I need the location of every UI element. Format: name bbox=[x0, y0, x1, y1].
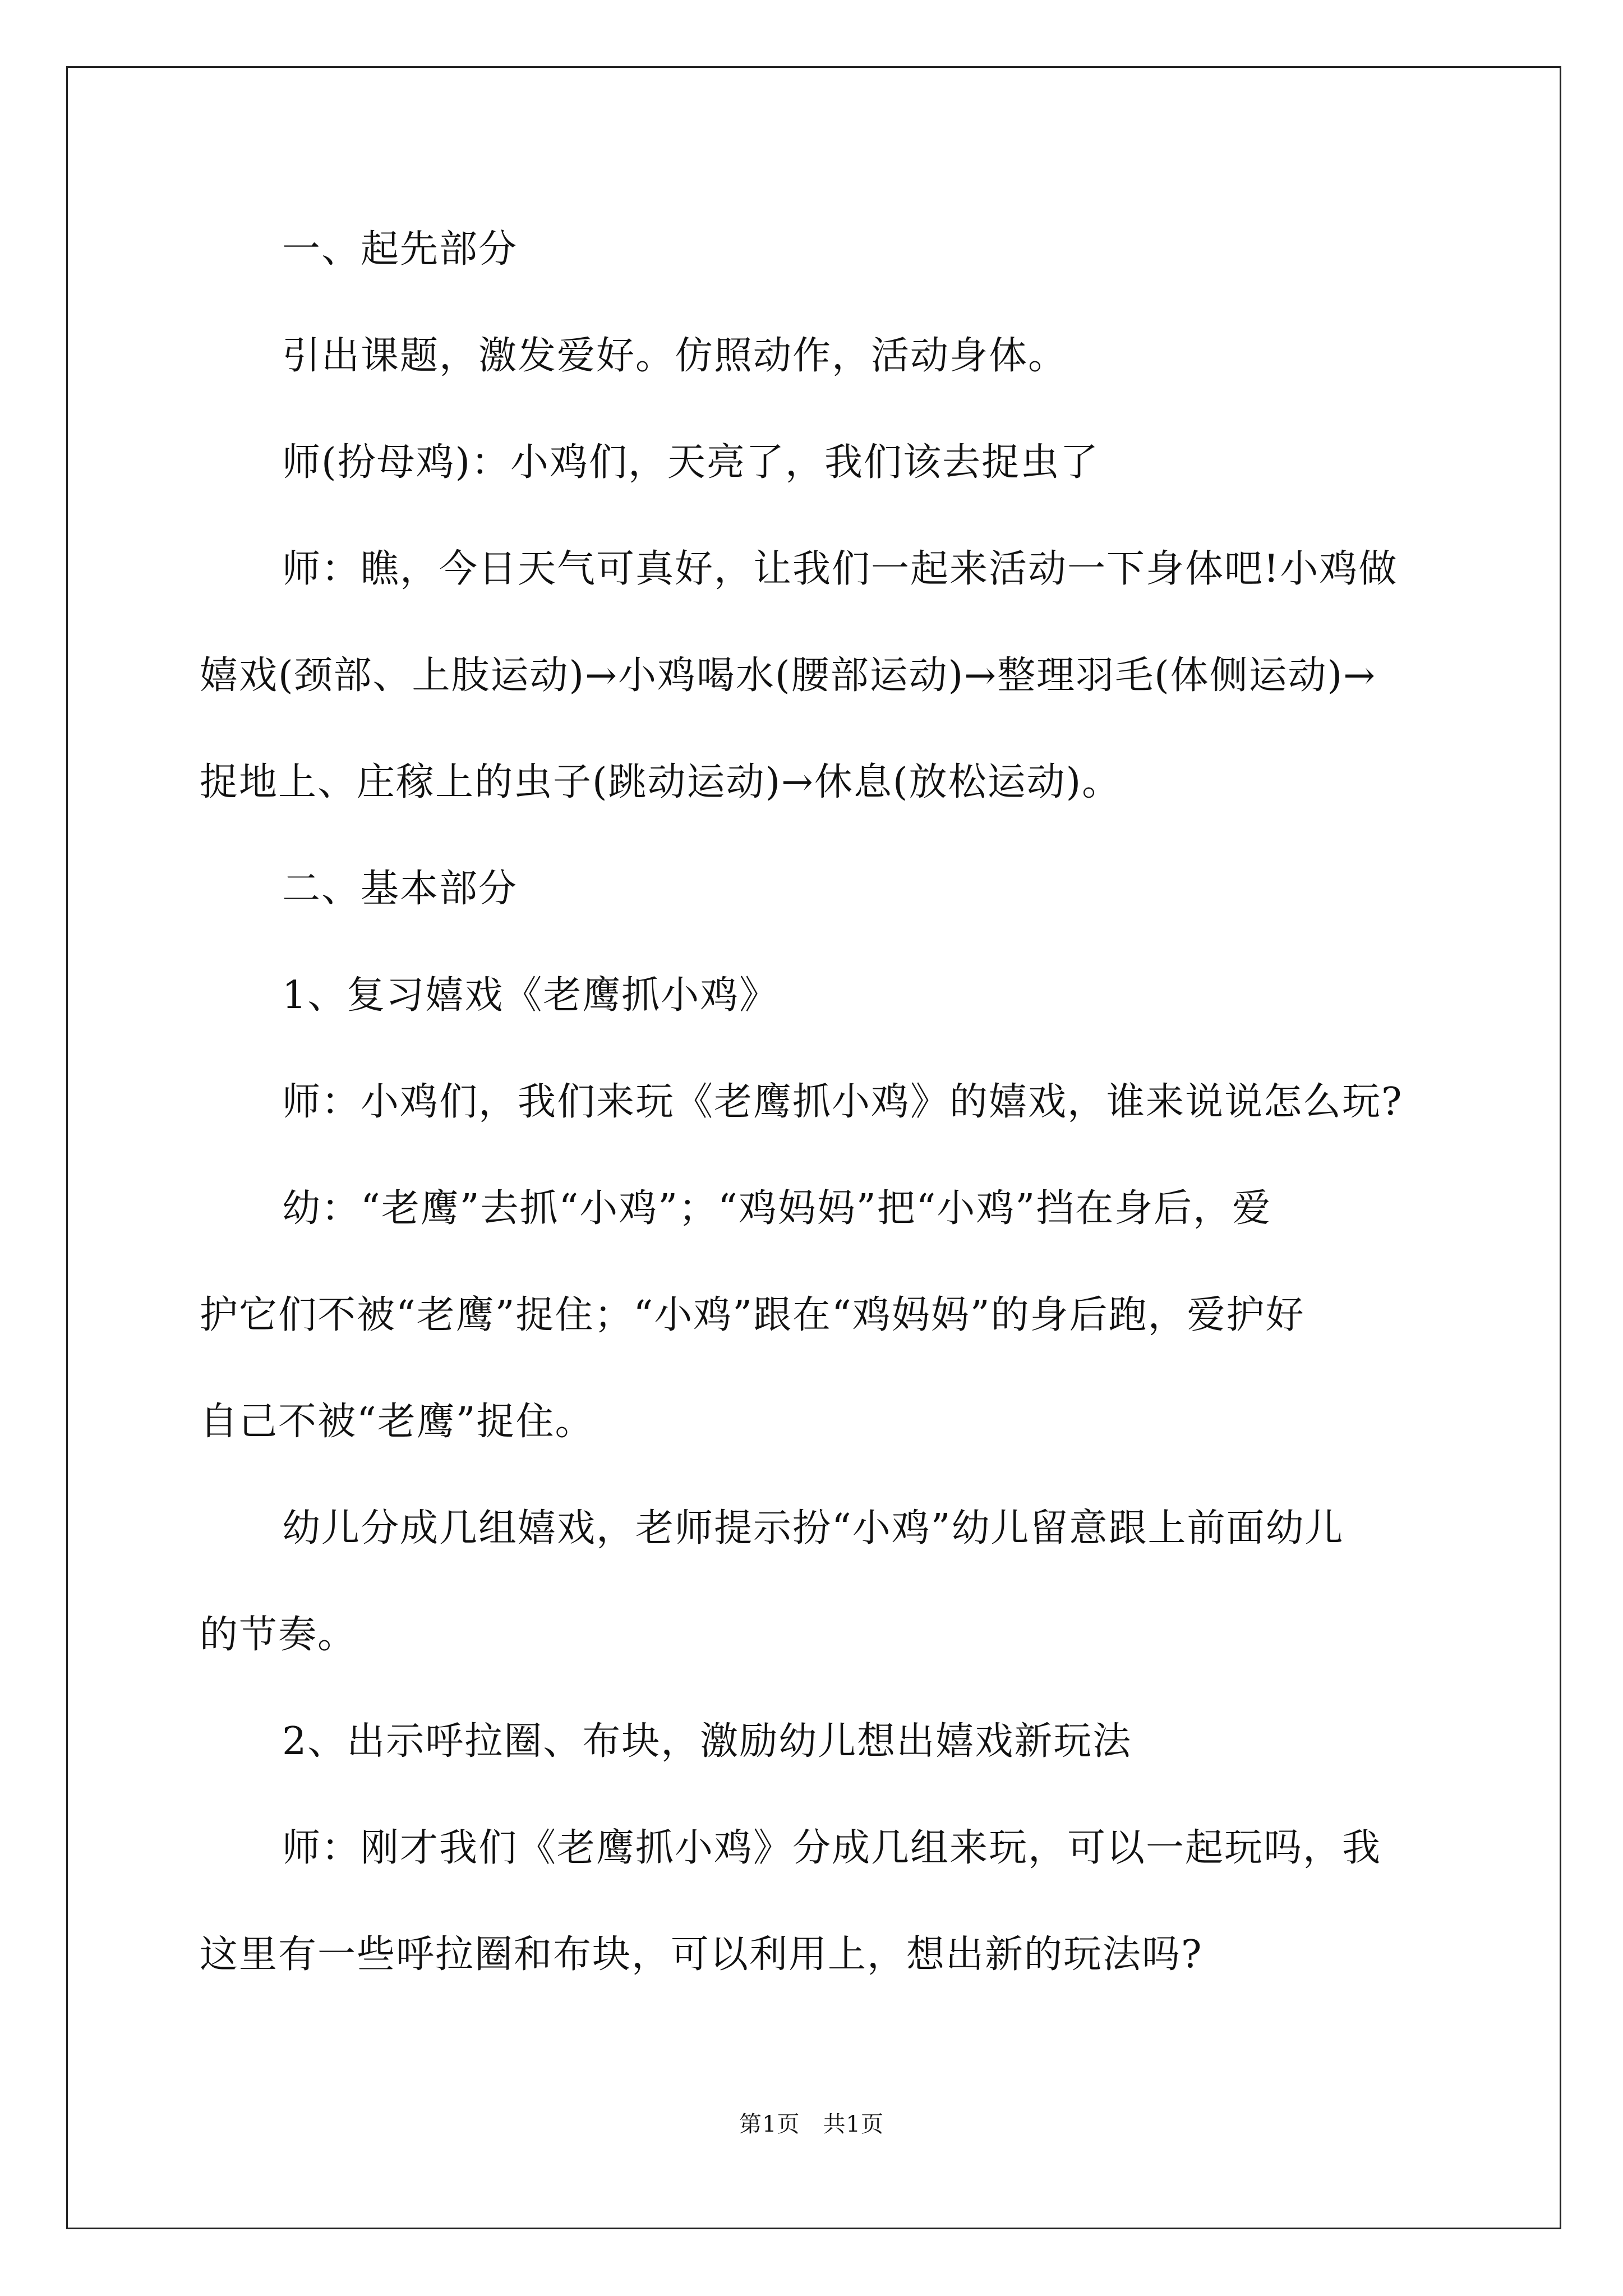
page-number-footer: 第1页 共1页 bbox=[739, 2111, 884, 2137]
section-heading-basic: 二、基本部分 bbox=[282, 867, 518, 911]
section-heading-start: 一、起先部分 bbox=[282, 227, 518, 272]
paragraph-line: 捉地上、庄稼上的虫子(跳动运动)→休息(放松运动)。 bbox=[200, 760, 1122, 804]
paragraph-line: 师：刚才我们《老鹰抓小鸡》分成几组来玩，可以一起玩吗，我 bbox=[282, 1826, 1382, 1870]
paragraph-line: 师：瞧，今日天气可真好，让我们一起来活动一下身体吧!小鸡做 bbox=[282, 547, 1398, 591]
paragraph-line: 自己不被“老鹰”捉住。 bbox=[200, 1400, 594, 1444]
paragraph-line: 幼：“老鹰”去抓“小鸡”；“鸡妈妈”把“小鸡”挡在身后，爱 bbox=[282, 1186, 1272, 1231]
paragraph-line: 的节奏。 bbox=[200, 1613, 357, 1657]
page-frame bbox=[66, 66, 1561, 2229]
subsection-heading: 1、复习嬉戏《老鹰抓小鸡》 bbox=[282, 973, 779, 1018]
paragraph-line: 嬉戏(颈部、上肢运动)→小鸡喝水(腰部运动)→整理羽毛(体侧运动)→ bbox=[200, 654, 1377, 698]
paragraph-line: 师(扮母鸡)：小鸡们，天亮了，我们该去捉虫了 bbox=[282, 440, 1100, 485]
paragraph-line: 这里有一些呼拉圈和布块，可以利用上，想出新的玩法吗? bbox=[200, 1932, 1203, 1977]
paragraph-line: 引出课题，激发爱好。仿照动作，活动身体。 bbox=[282, 334, 1068, 378]
paragraph-line: 幼儿分成几组嬉戏，老师提示扮“小鸡”幼儿留意跟上前面幼儿 bbox=[282, 1506, 1344, 1550]
paragraph-line: 师：小鸡们，我们来玩《老鹰抓小鸡》的嬉戏，谁来说说怎么玩? bbox=[282, 1080, 1403, 1124]
subsection-heading: 2、出示呼拉圈、布块，激励幼儿想出嬉戏新玩法 bbox=[282, 1719, 1132, 1764]
paragraph-line: 护它们不被“老鹰”捉住；“小鸡”跟在“鸡妈妈”的身后跑，爱护好 bbox=[200, 1293, 1305, 1337]
